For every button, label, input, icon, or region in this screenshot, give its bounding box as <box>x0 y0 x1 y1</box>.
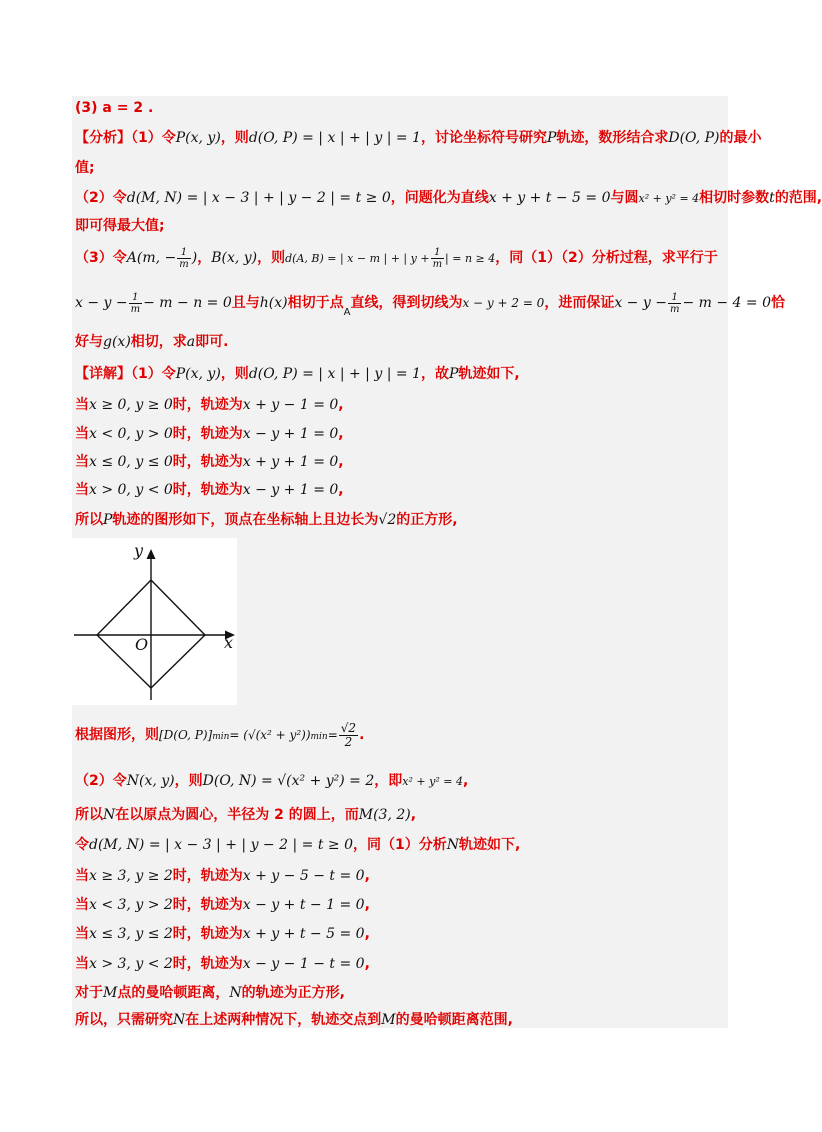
line-analysis-1: 【分析】（1）令P(x, y)，则d(O, P) = | x | + | y | = 1，讨论坐标符号研究P轨迹，数形结合求D(O, P)的最小 <box>75 130 762 146</box>
square-trajectory-figure <box>72 538 237 705</box>
line-analysis-3: （3）令A(m, − $\frac{1}{m}$ )，B(x, y)，则d(A, B) = | x − m | + | y + $\frac{1}{m}$ | = n ≥ 4，同（1）（2）分析过程，求平行于 <box>75 246 718 270</box>
line-answer-3: (3) a = 2 . <box>75 100 154 116</box>
y-axis-arrow-icon <box>147 549 156 559</box>
line-analysis-2: （2）令d(M, N) = | x − 3 | + | y − 2 | = t ≥ 0，问题化为直线x + y + t − 5 = 0与圆x² + y² = 4相切时参数t的范围, <box>75 190 822 206</box>
line-detail-1: 【详解】（1）令P(x, y)，则d(O, P) = | x | + | y | = 1，故P轨迹如下, <box>75 366 520 382</box>
case-line: 当x < 3, y > 2时，轨迹为x − y + t − 1 = 0, <box>75 897 370 913</box>
line-detail-2b: 所以N在以原点为圆心，半径为 2 的圆上，而M(3, 2), <box>75 807 417 823</box>
line-min-result: 根据图形，则[D(O, P)]min= (√(x² + y²))min= $\frac{√2}{2}$ . <box>75 720 365 749</box>
line-figure-caption: 所以P轨迹的图形如下，顶点在坐标轴上且边长为√2的正方形, <box>75 512 458 528</box>
case-line: 当x ≤ 0, y ≤ 0时，轨迹为x + y + 1 = 0, <box>75 454 344 470</box>
line-detail-2: （2）令N(x, y)，则D(O, N) = √(x² + y²) = 2，即x² + y² = 4, <box>75 773 469 789</box>
case-line: 当x > 3, y < 2时，轨迹为x − y − 1 − t = 0, <box>75 956 370 972</box>
case-line: 当x ≤ 3, y ≤ 2时，轨迹为x + y + t − 5 = 0, <box>75 926 370 942</box>
case-line: 当x ≥ 3, y ≥ 2时，轨迹为x + y − 5 − t = 0, <box>75 868 370 884</box>
line-analysis-1b: 值; <box>75 160 95 176</box>
x-axis-label: x <box>224 633 234 652</box>
line-detail-2e: 所以，只需研究N在上述两种情况下，轨迹交点到M的曼哈顿距离范围, <box>75 1012 513 1028</box>
line-analysis-3b: x − y − $\frac{1}{m}$ − m − n = 0且与h(x)相切于点$_A$直线，得到切线为x − y + 2 = 0，进而保证x − y − $\frac{1}{m}$ − m − 4 = 0恰 <box>75 291 785 318</box>
case-line: 当x < 0, y > 0时，轨迹为x − y + 1 = 0, <box>75 426 344 442</box>
line-detail-2d: 对于M点的曼哈顿距离，N的轨迹为正方形, <box>75 985 345 1001</box>
case-line: 当x ≥ 0, y ≥ 0时，轨迹为x + y − 1 = 0, <box>75 397 344 413</box>
y-axis-label: y <box>134 541 144 560</box>
line-analysis-2b: 即可得最大值; <box>75 218 165 234</box>
origin-label: O <box>135 635 149 654</box>
line-analysis-3c: 好与g(x)相切，求a即可. <box>75 334 229 350</box>
line-detail-2c: 令d(M, N) = | x − 3 | + | y − 2 | = t ≥ 0，同（1）分析N轨迹如下, <box>75 837 521 853</box>
case-line: 当x > 0, y < 0时，轨迹为x − y + 1 = 0, <box>75 482 344 498</box>
